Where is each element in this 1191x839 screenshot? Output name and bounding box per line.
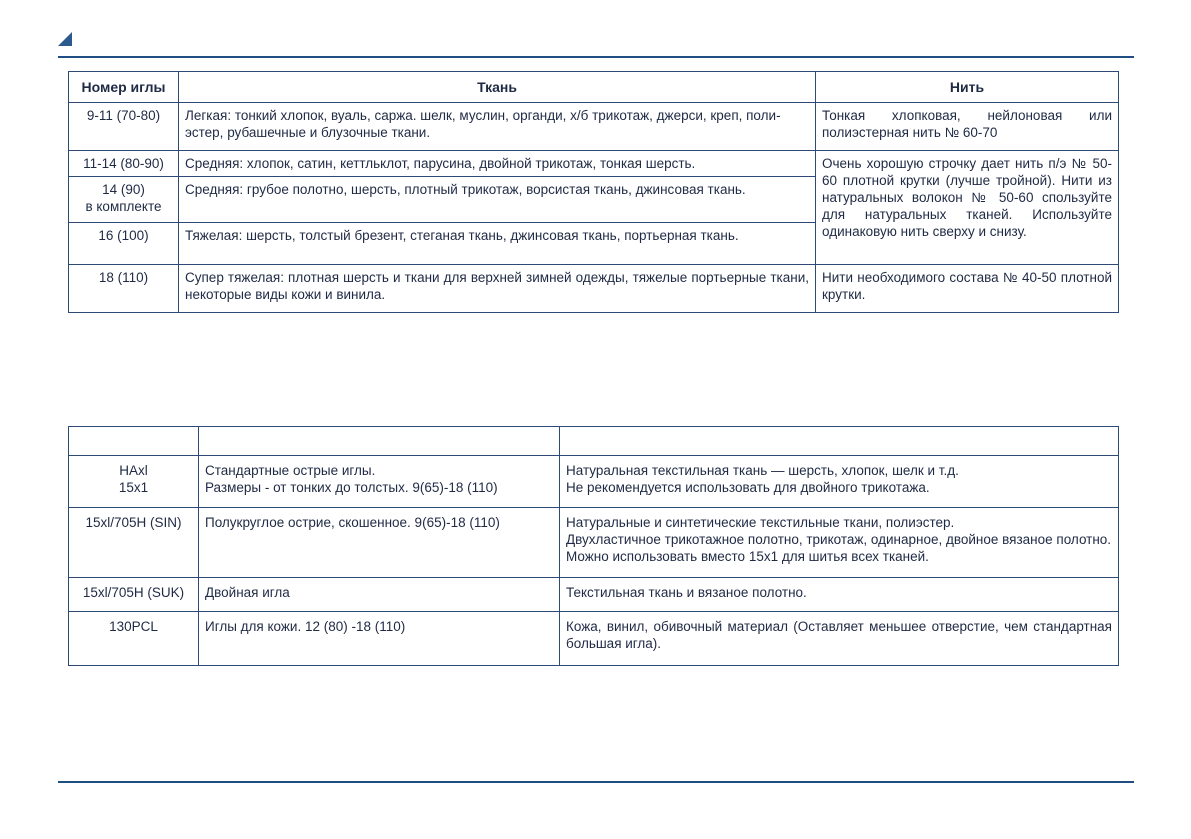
table-row — [69, 151, 1119, 177]
needle-size: 18 (110) — [69, 265, 179, 313]
fabric-desc: Средняя: хлопок, сатин, кеттльклот, парусина, двойной трикотаж, тонкая шерсть. — [179, 151, 816, 177]
fabric-desc: Средняя: грубое полотно, шерсть, плотный трикотаж, ворсистая ткань, джинсовая ткань. — [179, 177, 816, 223]
header-fabric: Ткань — [179, 72, 816, 103]
table-row — [69, 508, 1119, 578]
needle-size — [69, 177, 179, 223]
header-needle: Номер иглы — [69, 72, 179, 103]
needle-code-value: 15x1 — [118, 480, 149, 495]
table-row — [69, 265, 1119, 313]
fabric-desc: Легкая: тонкий хлопок, вуаль, саржа. шелк, муслин, органди, х/б трикотаж, джерси, креп, поли-эстер, рубашечные и блузочные ткани. — [179, 103, 816, 151]
needle-desc: Полукруглое острие, скошенное. 9(65)-18 (110) — [199, 508, 560, 578]
table-row — [69, 456, 1119, 508]
needle-use — [560, 508, 1119, 578]
needle-code: 15xl/705H (SIN) — [69, 508, 199, 578]
needle-use-line: Двухластичное трикотажное полотно, трикотаж, одинарное, двойное вязаное полотно. Можно использовать вместо 15x1 для шитья всех тканей. — [566, 532, 1112, 564]
fabric-desc: Тяжелая: шерсть, толстый брезент, стеганая ткань, джинсовая ткань, портьерная ткань. — [179, 223, 816, 265]
header-thread: Нить — [816, 72, 1119, 103]
needle-code: 130PCL — [69, 612, 199, 666]
needle-size-note: в комплекте — [85, 199, 162, 214]
needle-type-table — [68, 426, 1119, 666]
fabric-desc: Супер тяжелая: плотная шерсть и ткани для верхней зимней одежды, тяжелые портьерные ткани, некоторые виды кожи и винила. — [179, 265, 816, 313]
thread-desc-shared: Очень хорошую строчку дает нить п/э № 50-60 плотной крутки (лучше тройной). Нити из натуральных волокон № 50-60 спользуйте для натуральных тканей. Используйте одинаковую нить сверху и снизу. — [816, 151, 1119, 265]
table-row — [69, 103, 1119, 151]
needle-size: 16 (100) — [69, 223, 179, 265]
needle-desc-line: Стандартные острые иглы. — [205, 463, 376, 478]
needle-use-line: Не рекомендуется использовать для двойного трикотажа. — [566, 480, 930, 495]
needle-code: 15xl/705H (SUK) — [69, 578, 199, 612]
table-row — [69, 612, 1119, 666]
needle-use: Кожа, винил, обивочный материал (Оставляет меньшее отверстие, чем стандартная большая игла). — [560, 612, 1119, 666]
header-empty — [69, 427, 199, 456]
needle-use-line: Натуральные и синтетические текстильные ткани, полиэстер. — [566, 515, 955, 530]
footer-rule — [58, 781, 1134, 783]
table-header-row — [69, 72, 1119, 103]
header-empty — [199, 427, 560, 456]
needle-size: 11-14 (80-90) — [69, 151, 179, 177]
needle-size: 9-11 (70-80) — [69, 103, 179, 151]
needle-use — [560, 456, 1119, 508]
page-corner-mark — [58, 32, 72, 46]
needle-fabric-thread-table — [68, 71, 1119, 313]
needle-use: Текстильная ткань и вязаное полотно. — [560, 578, 1119, 612]
needle-desc: Иглы для кожи. 12 (80) -18 (110) — [199, 612, 560, 666]
thread-desc: Нити необходимого состава № 40-50 плотной крутки. — [816, 265, 1119, 313]
needle-desc-line: Размеры - от тонких до толстых. 9(65)-18 (110) — [205, 480, 498, 495]
needle-size-value: 14 (90) — [102, 182, 145, 197]
header-empty — [560, 427, 1119, 456]
table-header-row — [69, 427, 1119, 456]
needle-code — [69, 456, 199, 508]
needle-use-line: Натуральная текстильная ткань — шерсть, хлопок, шелк и т.д. — [566, 463, 959, 478]
table-row — [69, 578, 1119, 612]
header-rule — [58, 56, 1134, 58]
needle-desc — [199, 456, 560, 508]
thread-desc: Тонкая хлопковая, нейлоновая или полиэстерная нить № 60-70 — [816, 103, 1119, 151]
needle-desc: Двойная игла — [199, 578, 560, 612]
needle-code-value: HAxl — [119, 463, 148, 478]
